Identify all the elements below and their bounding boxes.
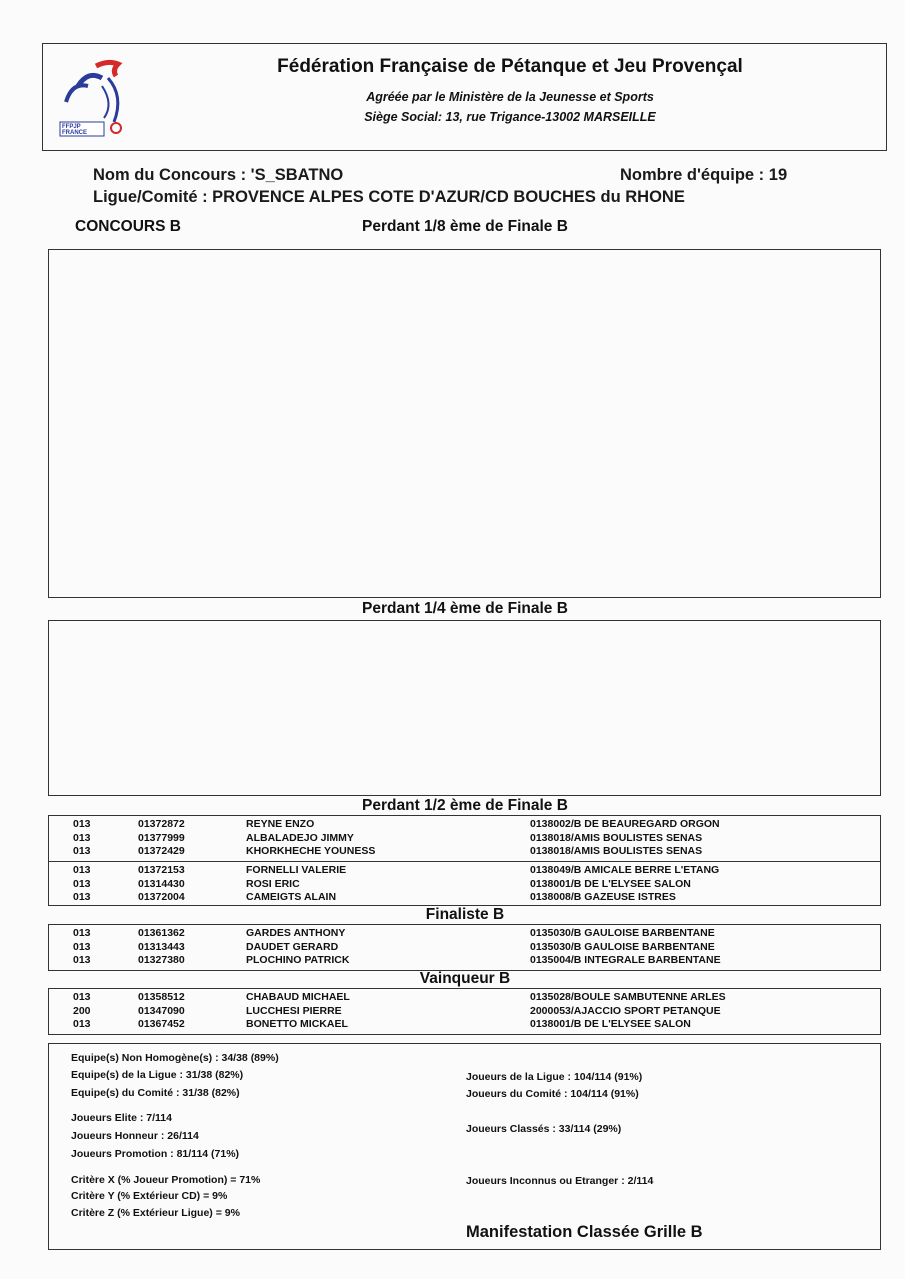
table-row bbox=[49, 927, 880, 939]
stat-non-homogene: Equipe(s) Non Homogène(s) : 34/38 (89%) bbox=[71, 1052, 279, 1064]
stat-critere-y: Critère Y (% Extérieur CD) = 9% bbox=[71, 1190, 228, 1202]
row-player-name: ROSI ERIC bbox=[246, 877, 300, 890]
huitieme-box bbox=[48, 249, 881, 598]
demi-team-1-box bbox=[48, 815, 881, 862]
row-licence: 01358512 bbox=[138, 991, 185, 1003]
stat-critere-x: Critère X (% Joueur Promotion) = 71% bbox=[71, 1174, 261, 1186]
table-row bbox=[49, 1005, 880, 1017]
row-club: 0138002/B DE BEAUREGARD ORGON bbox=[530, 818, 720, 830]
table-row bbox=[49, 878, 880, 890]
section-title-quart: Perdant 1/4 ème de Finale B bbox=[362, 600, 568, 617]
row-player-name: FORNELLI VALERIE bbox=[246, 864, 347, 876]
table-row bbox=[49, 832, 880, 844]
row-licence: 01367452 bbox=[138, 1018, 185, 1030]
demi-team-2-box bbox=[48, 861, 881, 906]
row-comite: 013 bbox=[73, 940, 91, 953]
ffpjp-logo bbox=[58, 56, 134, 138]
stat-elite: Joueurs Elite : 7/114 bbox=[71, 1112, 172, 1124]
row-licence: 01377999 bbox=[138, 831, 185, 844]
stat-honneur: Joueurs Honneur : 26/114 bbox=[71, 1130, 199, 1142]
row-player-name: PLOCHINO PATRICK bbox=[246, 954, 350, 966]
row-comite: 200 bbox=[73, 1004, 91, 1017]
row-comite: 013 bbox=[73, 891, 91, 903]
row-club: 0138008/B GAZEUSE ISTRES bbox=[530, 891, 676, 903]
federation-subtitle: Agréée par le Ministère de la Jeunesse et Sports bbox=[366, 90, 654, 104]
ligue-comite: Ligue/Comité : PROVENCE ALPES COTE D'AZUR/CD BOUCHES du RHONE bbox=[93, 188, 685, 206]
row-licence: 01313443 bbox=[138, 940, 185, 953]
row-comite: 013 bbox=[73, 954, 91, 966]
row-licence: 01314430 bbox=[138, 877, 185, 890]
row-club: 0135004/B INTEGRALE BARBENTANE bbox=[530, 954, 721, 966]
row-comite: 013 bbox=[73, 845, 91, 857]
stat-critere-z: Critère Z (% Extérieur Ligue) = 9% bbox=[71, 1207, 240, 1219]
section-title-finaliste: Finaliste B bbox=[425, 906, 505, 923]
concours-label: CONCOURS B bbox=[75, 218, 181, 235]
nombre-equipe: Nombre d'équipe : 19 bbox=[620, 166, 788, 184]
row-player-name: CAMEIGTS ALAIN bbox=[246, 891, 337, 903]
table-row bbox=[49, 818, 880, 830]
table-row bbox=[49, 864, 880, 876]
federation-title: Fédération Française de Pétanque et Jeu Provençal bbox=[277, 56, 743, 77]
stat-promotion: Joueurs Promotion : 81/114 (71%) bbox=[71, 1148, 240, 1160]
section-title-demi: Perdant 1/2 ème de Finale B bbox=[362, 797, 568, 814]
stat-joueurs-ligue: Joueurs de la Ligue : 104/114 (91%) bbox=[466, 1071, 643, 1083]
row-comite: 013 bbox=[73, 864, 91, 876]
row-licence: 01372872 bbox=[138, 818, 185, 830]
quart-box bbox=[48, 620, 881, 796]
row-club: 0138018/AMIS BOULISTES SENAS bbox=[530, 831, 703, 844]
section-title-vainqueur: Vainqueur B bbox=[419, 970, 511, 987]
finaliste-box bbox=[48, 924, 881, 971]
row-comite: 013 bbox=[73, 831, 91, 844]
row-licence: 01372153 bbox=[138, 864, 185, 876]
row-licence: 01347090 bbox=[138, 1004, 185, 1017]
table-row bbox=[49, 941, 880, 953]
stat-joueurs-comite: Joueurs du Comité : 104/114 (91%) bbox=[466, 1088, 639, 1100]
row-comite: 013 bbox=[73, 927, 91, 939]
stat-inconnus: Joueurs Inconnus ou Etranger : 2/114 bbox=[466, 1175, 654, 1187]
table-row bbox=[49, 1018, 880, 1030]
row-player-name: LUCCHESI PIERRE bbox=[246, 1004, 342, 1017]
section-title-huitieme: Perdant 1/8 ème de Finale B bbox=[362, 218, 568, 235]
row-player-name: DAUDET GERARD bbox=[246, 940, 339, 953]
stats-box bbox=[48, 1043, 881, 1250]
row-comite: 013 bbox=[73, 991, 91, 1003]
row-club: 0138001/B DE L'ELYSEE SALON bbox=[530, 1018, 691, 1030]
stat-equipes-ligue: Equipe(s) de la Ligue : 31/38 (82%) bbox=[71, 1069, 244, 1081]
row-player-name: BONETTO MICKAEL bbox=[246, 1018, 348, 1030]
table-row bbox=[49, 954, 880, 966]
row-club: 0135030/B GAULOISE BARBENTANE bbox=[530, 927, 715, 939]
row-comite: 013 bbox=[73, 1018, 91, 1030]
stat-equipes-comite: Equipe(s) du Comité : 31/38 (82%) bbox=[71, 1087, 240, 1099]
table-row bbox=[49, 845, 880, 857]
row-licence: 01327380 bbox=[138, 954, 185, 966]
row-player-name: CHABAUD MICHAEL bbox=[246, 991, 350, 1003]
row-club: 0138018/AMIS BOULISTES SENAS bbox=[530, 845, 703, 857]
row-club: 0138049/B AMICALE BERRE L'ETANG bbox=[530, 864, 720, 876]
row-club: 0135028/BOULE SAMBUTENNE ARLES bbox=[530, 991, 726, 1003]
row-club: 2000053/AJACCIO SPORT PETANQUE bbox=[530, 1004, 721, 1017]
row-club: 0135030/B GAULOISE BARBENTANE bbox=[530, 940, 715, 953]
logo-text: FFPJP FRANCE bbox=[62, 124, 87, 136]
row-player-name: REYNE ENZO bbox=[246, 818, 315, 830]
row-licence: 01361362 bbox=[138, 927, 185, 939]
table-row bbox=[49, 991, 880, 1003]
federation-address: Siège Social: 13, rue Trigance-13002 MARSEILLE bbox=[364, 110, 656, 124]
row-player-name: KHORKHECHE YOUNESS bbox=[246, 845, 376, 857]
row-licence: 01372429 bbox=[138, 845, 185, 857]
row-player-name: ALBALADEJO JIMMY bbox=[246, 831, 354, 844]
row-comite: 013 bbox=[73, 818, 91, 830]
stat-classes: Joueurs Classés : 33/114 (29%) bbox=[466, 1123, 622, 1135]
row-comite: 013 bbox=[73, 877, 91, 890]
table-row bbox=[49, 891, 880, 903]
row-player-name: GARDES ANTHONY bbox=[246, 927, 346, 939]
row-licence: 01372004 bbox=[138, 891, 185, 903]
vainqueur-box bbox=[48, 988, 881, 1035]
manifestation-classee: Manifestation Classée Grille B bbox=[466, 1223, 703, 1241]
row-club: 0138001/B DE L'ELYSEE SALON bbox=[530, 877, 691, 890]
nom-concours: Nom du Concours : 'S_SBATNO bbox=[93, 166, 344, 184]
